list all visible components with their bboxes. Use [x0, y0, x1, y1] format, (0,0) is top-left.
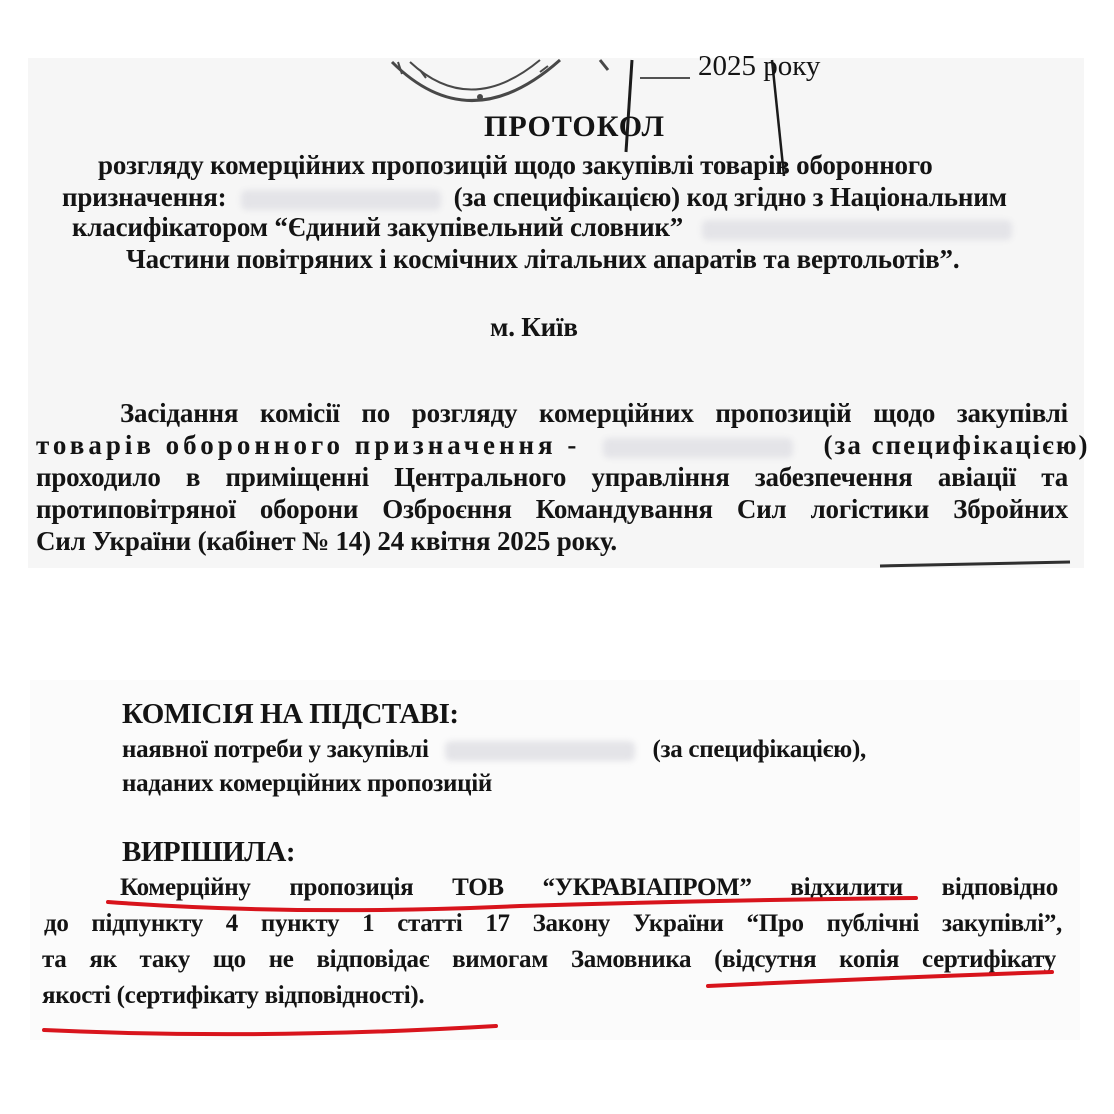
document-title: ПРОТОКОЛ: [484, 110, 665, 143]
subtitle-line-4: Частини повітряних і космічних літальних апаратів та вертольотів”.: [126, 244, 960, 274]
basis-line-1-end: (за специфікацією),: [652, 736, 866, 763]
subtitle-line-2-end: (за специфікацією) код згідно з Національним: [453, 182, 1007, 212]
decision-line-2: до підпункту 4 пункту 1 статті 17 Закону України “Про публічні закупівлі”,: [44, 910, 1062, 937]
subtitle-line-3-text: класифікатором “Єдиний закупівельний словник”: [72, 212, 684, 242]
subtitle-line-1: розгляду комерційних пропозицій щодо закупівлі товарів оборонного: [98, 150, 933, 180]
underline-decision-line-3: [708, 972, 1052, 986]
paragraph-line-5: Сил України (кабінет № 14) 24 квітня 2025 року.: [36, 526, 617, 556]
paragraph-line-2-end: (за специфікацією): [823, 430, 1090, 460]
city-label: м. Київ: [490, 312, 578, 342]
subtitle-line-2-start: призначення:: [62, 182, 227, 212]
underline-decision-line-4: [44, 1026, 496, 1034]
decision-line-1: Комерційну пропозиція ТОВ “УКРАВІАПРОМ” відхилити відповідно: [120, 874, 1058, 901]
decision-line-3: та як таку що не відповідає вимогам Замовника (відсутня копія сертифікату: [42, 946, 1056, 973]
decision-heading: ВИРІШИЛА:: [122, 836, 296, 868]
paragraph-line-2-start: товарів оборонного призначення -: [36, 430, 581, 460]
paragraph-line-3: проходило в приміщенні Центрального управління забезпечення авіації та: [36, 462, 1068, 492]
underline-decision-line-1: [108, 898, 916, 910]
basis-line-1-start: наявної потреби у закупівлі: [122, 736, 429, 763]
date-line: 2025 року: [698, 50, 821, 82]
paragraph-line-1: Засідання комісії по розгляду комерційних пропозицій щодо закупівлі: [120, 398, 1068, 428]
basis-heading: КОМІСІЯ НА ПІДСТАВІ:: [122, 698, 459, 730]
basis-line-2: наданих комерційних пропозицій: [122, 770, 492, 797]
decision-line-4: якості (сертифікату відповідності).: [42, 982, 425, 1009]
paragraph-line-4: протиповітряної оборони Озброєння Командування Сил логістики Збройних: [36, 494, 1068, 524]
